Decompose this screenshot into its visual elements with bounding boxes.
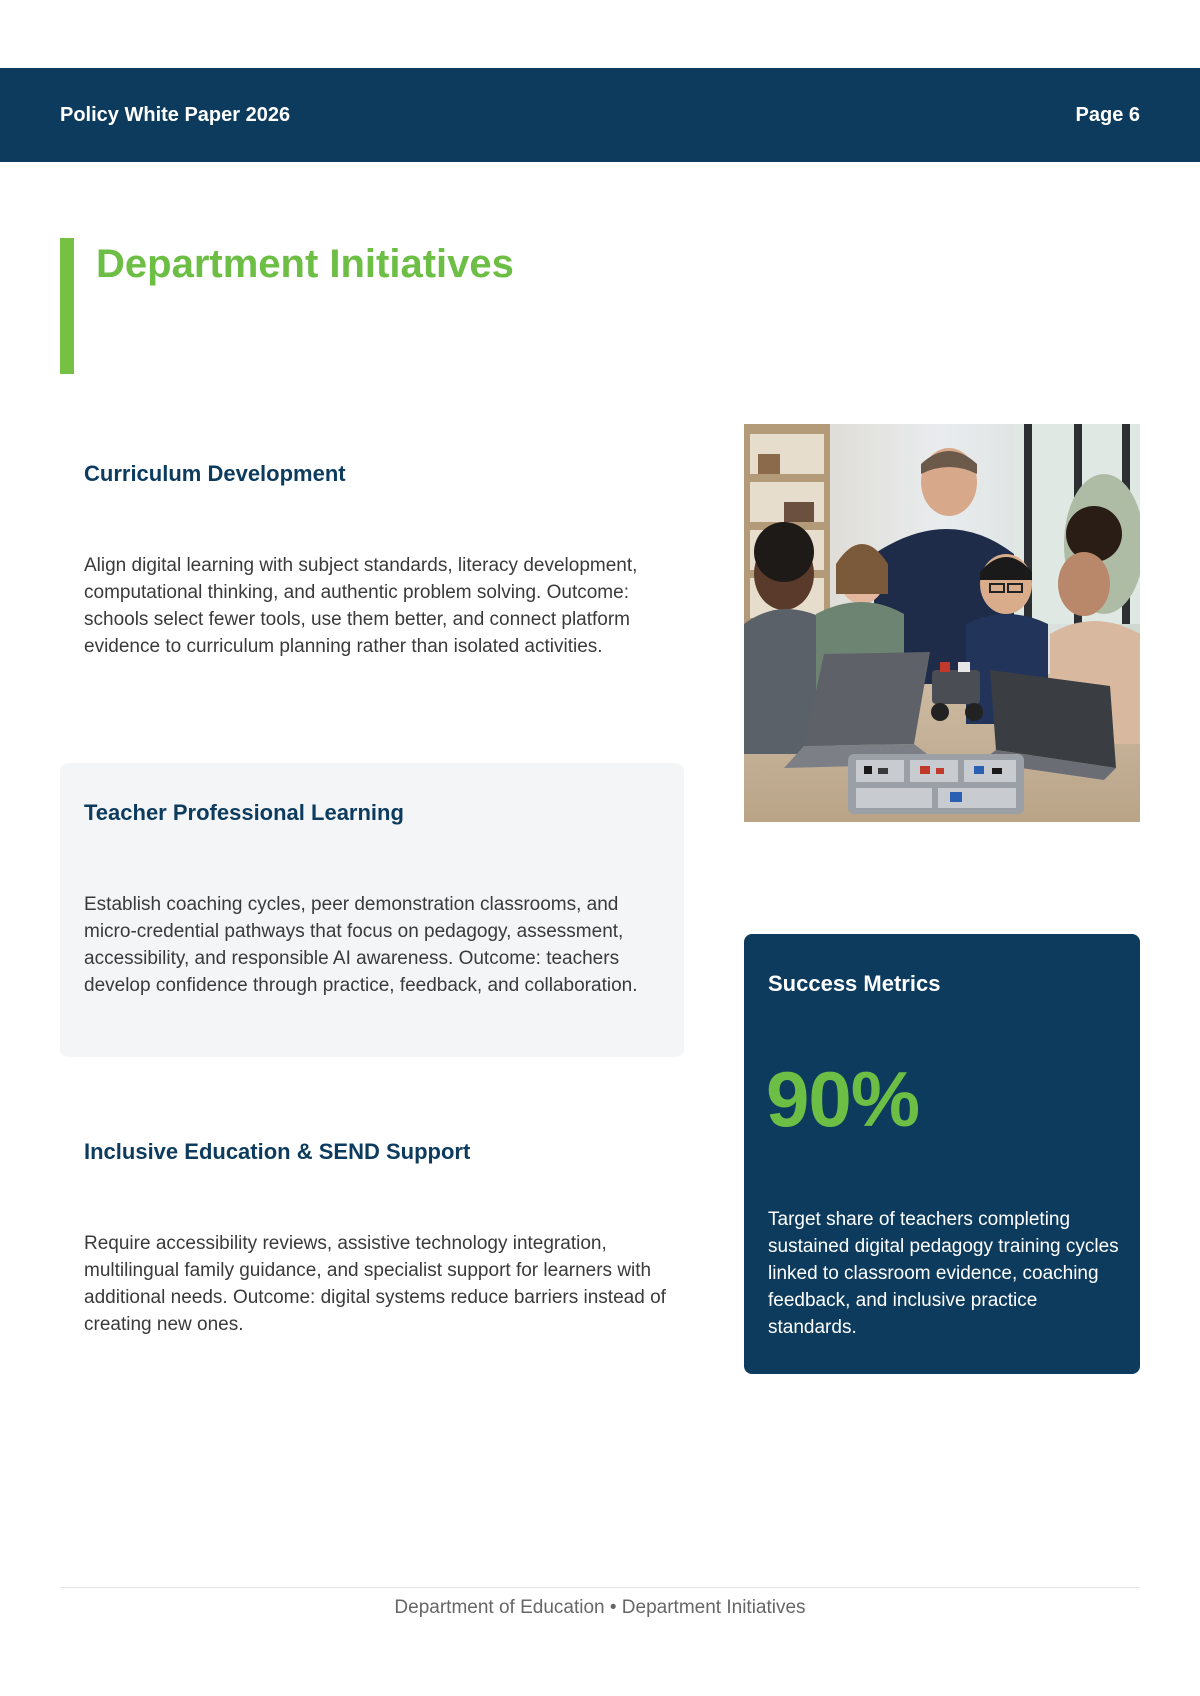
document-title: Policy White Paper 2026 bbox=[60, 104, 291, 126]
section-accent-bar bbox=[60, 238, 74, 374]
initiative-inclusive-education bbox=[60, 1102, 684, 1362]
initiative-curriculum bbox=[60, 424, 684, 724]
page-number: Page 6 bbox=[1075, 104, 1140, 126]
initiative-body: Establish coaching cycles, peer demonstration classrooms, and micro-credential pathways that focus on pedagogy, assessment, accessibility, and responsible AI awareness. Outcome: teachers develop confidence through practice, feedback, and collaboration. bbox=[84, 894, 638, 996]
metrics-title: Success Metrics bbox=[768, 971, 941, 996]
initiative-heading: Curriculum Development bbox=[84, 461, 346, 486]
classroom-robotics-photo bbox=[744, 424, 1140, 822]
metrics-description: Target share of teachers completing sustained digital pedagogy training cycles linked to classroom evidence, coaching feedback, and inclusive practice standards. bbox=[768, 1209, 1119, 1338]
initiative-body: Require accessibility reviews, assistive technology integration, multilingual family guidance, and specialist support for learners with additional needs. Outcome: digital systems reduce barriers instead of creating new ones. bbox=[84, 1233, 666, 1335]
footer-divider bbox=[60, 1587, 1140, 1588]
footer-text: Department of Education • Department Initiatives bbox=[394, 1597, 806, 1618]
success-metrics-card bbox=[744, 934, 1140, 1374]
initiative-heading: Inclusive Education & SEND Support bbox=[84, 1139, 471, 1164]
initiative-teacher-learning bbox=[60, 763, 684, 1057]
metrics-value: 90% bbox=[766, 1055, 920, 1143]
section-title: Department Initiatives bbox=[96, 242, 514, 286]
initiative-body: Align digital learning with subject standards, literacy development, computational thinking, and authentic problem solving. Outcome: schools select fewer tools, use them better, and connect platform evidence to curriculum planning rather than isolated activities. bbox=[84, 555, 638, 657]
initiative-heading: Teacher Professional Learning bbox=[84, 800, 404, 825]
